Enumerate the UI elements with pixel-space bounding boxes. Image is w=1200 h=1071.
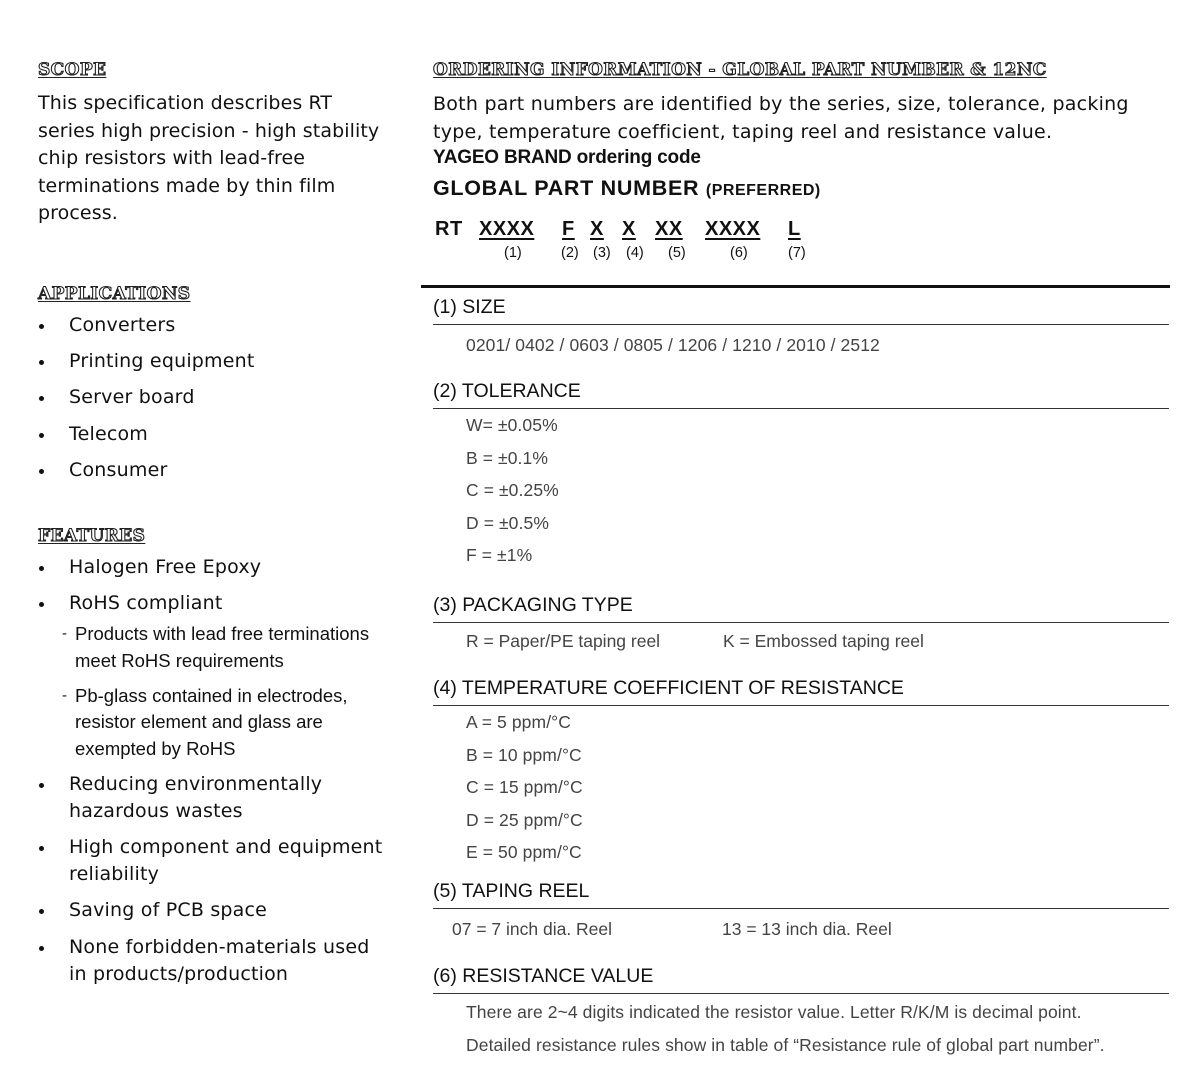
tolerance-item: W= ±0.05%	[466, 415, 558, 435]
applications-list	[38, 312, 383, 485]
resistance-section	[433, 964, 1170, 1061]
features-list-continued	[38, 771, 383, 988]
list-item: RoHS compliant	[38, 590, 383, 617]
taping-section	[433, 879, 1170, 945]
section-divider	[421, 285, 1170, 288]
list-item: Converters	[38, 312, 383, 339]
code-part: F	[562, 218, 575, 240]
brand-line: YAGEO BRAND ordering code	[433, 147, 701, 168]
tcr-section	[433, 676, 1170, 869]
tcr-item: D = 25 ppm/°C	[466, 809, 583, 830]
list-item: Reducing environmentally hazardous wastes	[38, 771, 383, 825]
code-part: XXXX	[705, 218, 761, 240]
taping-heading: (5) TAPING REEL	[433, 879, 1169, 909]
tcr-heading: (4) TEMPERATURE COEFFICIENT OF RESISTANCE	[433, 676, 1169, 706]
code-part: X	[590, 218, 604, 240]
tolerance-section	[433, 379, 1170, 572]
tcr-item: B = 10 ppm/°C	[466, 744, 582, 765]
features-list	[38, 554, 383, 617]
tcr-item: A = 5 ppm/°C	[466, 712, 571, 732]
code-number: (6)	[730, 245, 748, 261]
bullet-icon	[39, 566, 44, 571]
packaging-values	[433, 625, 1170, 657]
bullet-icon	[39, 433, 44, 438]
list-item: Halogen Free Epoxy	[38, 554, 383, 581]
scope-text: This specification describes RT series high precision - high stability chip resistors with lead-free terminations made by thin film process.	[38, 92, 380, 224]
bullet-icon	[39, 360, 44, 365]
list-item: Server board	[38, 384, 383, 411]
code-number: (5)	[668, 245, 686, 261]
bullet-icon	[39, 783, 44, 788]
list-item: Printing equipment	[38, 348, 383, 375]
size-values: 0201/ 0402 / 0603 / 0805 / 1206 / 1210 / 2010 / 2512	[466, 335, 880, 355]
applications-heading: APPLICATIONS	[38, 283, 191, 304]
tcr-item: C = 15 ppm/°C	[466, 777, 583, 797]
left-column	[38, 58, 383, 997]
gpn-title: GLOBAL PART NUMBER (PREFERRED)	[433, 176, 821, 200]
right-column	[433, 58, 1173, 270]
tolerance-heading: (2) TOLERANCE	[433, 379, 1169, 409]
tolerance-item: F = ±1%	[466, 545, 533, 565]
code-number: (1)	[504, 245, 522, 261]
bullet-icon	[39, 469, 44, 474]
resistance-heading: (6) RESISTANCE VALUE	[433, 964, 1169, 994]
bullet-icon	[39, 396, 44, 401]
features-heading: FEATURES	[38, 526, 146, 547]
sub-list-item: - Products with lead free terminations meet RoHS requirements	[62, 623, 370, 671]
code-number: (3)	[593, 245, 611, 261]
packaging-option: K = Embossed taping reel	[723, 631, 924, 651]
code-part: XXXX	[479, 218, 535, 240]
taping-values	[433, 913, 1170, 945]
resistance-text: There are 2~4 digits indicated the resistor value. Letter R/K/M is decimal point.	[466, 1002, 1082, 1022]
ordering-text: Both part numbers are identified by the series, size, tolerance, packing type, temperature coefficient, taping reel and resistance value.	[433, 93, 1129, 143]
gpn-preferred: (PREFERRED)	[705, 182, 821, 199]
ordering-heading: ORDERING INFORMATION - GLOBAL PART NUMBER & 12NC	[433, 60, 1047, 80]
tolerance-item: D = ±0.5%	[466, 512, 549, 533]
tolerance-item: C = ±0.25%	[466, 480, 559, 500]
scope-heading: SCOPE	[38, 60, 107, 80]
code-part: L	[788, 218, 801, 240]
list-item: Telecom	[38, 421, 383, 448]
code-part: RT	[435, 218, 463, 240]
resistance-text: Detailed resistance rules show in table of “Resistance rule of global part number”.	[466, 1034, 1105, 1055]
list-item: None forbidden-materials used in products/production	[38, 934, 383, 988]
tolerance-item: B = ±0.1%	[466, 447, 549, 468]
taping-option: 07 = 7 inch dia. Reel	[452, 919, 613, 939]
rohs-sublist	[38, 621, 383, 762]
tcr-item: E = 50 ppm/°C	[466, 842, 582, 862]
code-part: X	[622, 218, 636, 240]
list-item: High component and equipment reliability	[38, 834, 383, 888]
list-item: Saving of PCB space	[38, 897, 383, 924]
bullet-icon	[39, 946, 44, 951]
part-number-code	[433, 218, 1173, 270]
packaging-section	[433, 593, 1170, 657]
list-item: Consumer	[38, 457, 383, 484]
code-number: (4)	[626, 245, 644, 261]
code-number: (7)	[788, 245, 806, 261]
bullet-icon	[39, 602, 44, 607]
taping-option: 13 = 13 inch dia. Reel	[722, 919, 892, 939]
code-number: (2)	[561, 245, 579, 261]
bullet-icon	[39, 324, 44, 329]
packaging-heading: (3) PACKAGING TYPE	[433, 593, 1169, 623]
packaging-option: R = Paper/PE taping reel	[466, 631, 661, 651]
sub-list-item: - Pb-glass contained in electrodes, resistor element and glass are exempted by RoHS	[62, 684, 348, 759]
size-heading: (1) SIZE	[433, 295, 1169, 325]
bullet-icon	[39, 846, 44, 851]
size-section	[433, 295, 1170, 362]
code-part: XX	[655, 218, 683, 240]
bullet-icon	[39, 909, 44, 914]
